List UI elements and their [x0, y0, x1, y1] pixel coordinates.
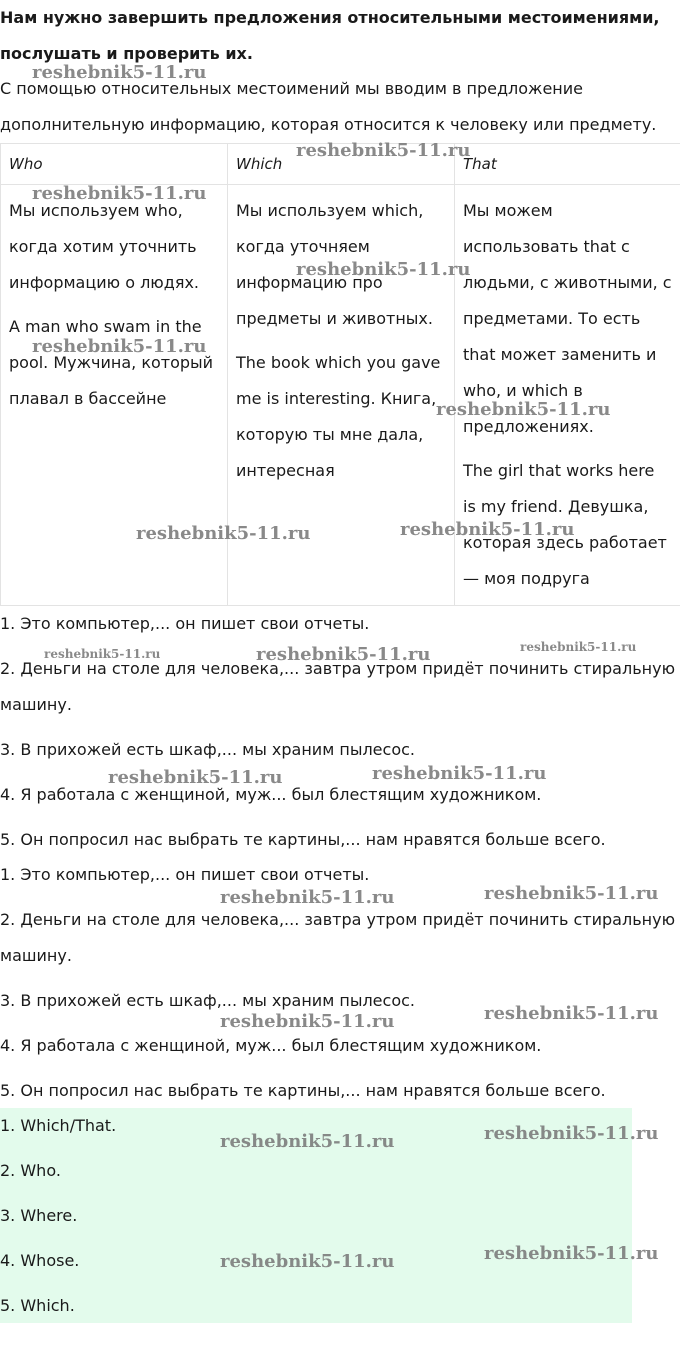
which-example: The book which you gave me is interesting. Книга, которую ты мне дала, интересная: [236, 353, 441, 480]
who-example: A man who swam in the pool. Мужчина, который плавал в бассейне: [9, 317, 214, 408]
answer-item: 2. Who.: [0, 1161, 61, 1180]
watermark: reshebnik5-11.ru: [220, 1131, 395, 1152]
watermark: reshebnik5-11.ru: [136, 523, 311, 544]
watermark: reshebnik5-11.ru: [256, 644, 431, 665]
that-rule: Мы можем использовать that с людьми, с животными, с предметами. То есть that может заменить и who, и which в предложениях.: [463, 201, 672, 436]
watermark: reshebnik5-11.ru: [484, 883, 659, 904]
watermark: reshebnik5-11.ru: [484, 1123, 659, 1144]
list-item: 3. В прихожей есть шкаф,... мы храним пылесос.: [0, 991, 415, 1010]
header-which: Which: [228, 144, 455, 185]
watermark: reshebnik5-11.ru: [484, 1243, 659, 1264]
answer-item: 1. Which/That.: [0, 1116, 117, 1135]
watermark: reshebnik5-11.ru: [220, 887, 395, 908]
watermark: reshebnik5-11.ru: [296, 140, 471, 161]
list-item: 4. Я работала с женщиной, муж... был блестящим художником.: [0, 1036, 542, 1055]
page-heading: Нам нужно завершить предложения относительными местоимениями, послушать и проверить их.: [0, 8, 660, 63]
watermark: reshebnik5-11.ru: [44, 647, 161, 661]
watermark: reshebnik5-11.ru: [520, 640, 637, 654]
list-item: 5. Он попросил нас выбрать те картины,... нам нравятся больше всего.: [0, 1081, 606, 1100]
watermark: reshebnik5-11.ru: [32, 336, 207, 357]
watermark: reshebnik5-11.ru: [108, 767, 283, 788]
cell-that: [455, 185, 680, 606]
watermark: reshebnik5-11.ru: [372, 763, 547, 784]
watermark: reshebnik5-11.ru: [220, 1011, 395, 1032]
watermark: reshebnik5-11.ru: [220, 1251, 395, 1272]
table-row: [1, 185, 680, 606]
answer-item: 5. Which.: [0, 1296, 75, 1315]
answer-item: 3. Where.: [0, 1206, 78, 1225]
who-rule: Мы используем who, когда хотим уточнить информацию о людях.: [9, 201, 200, 292]
header-who: Who: [1, 144, 228, 185]
header-that: That: [455, 144, 680, 185]
watermark: reshebnik5-11.ru: [32, 62, 207, 83]
list-item: 2. Деньги на столе для человека,... завтра утром придёт починить стиральную машину.: [0, 910, 676, 965]
which-rule: Мы используем which, когда уточняем информацию про предметы и животных.: [236, 201, 433, 328]
answer-item: 4. Whose.: [0, 1251, 80, 1270]
list-item: 1. Это компьютер,... он пишет свои отчеты.: [0, 614, 370, 633]
list-item: 2. Деньги на столе для человека,... завтра утром придёт починить стиральную машину.: [0, 659, 676, 714]
list-item: 1. Это компьютер,... он пишет свои отчеты.: [0, 865, 370, 884]
list-item: 5. Он попросил нас выбрать те картины,... нам нравятся больше всего.: [0, 830, 606, 849]
watermark: reshebnik5-11.ru: [400, 519, 575, 540]
watermark: reshebnik5-11.ru: [296, 259, 471, 280]
pronouns-table: [0, 143, 680, 606]
list-item: 3. В прихожей есть шкаф,... мы храним пылесос.: [0, 740, 415, 759]
that-example: The girl that works here is my friend. Девушка, которая здесь работает — моя подруга: [463, 461, 667, 588]
watermark: reshebnik5-11.ru: [484, 1003, 659, 1024]
watermark: reshebnik5-11.ru: [32, 183, 207, 204]
list-item: 4. Я работала с женщиной, муж... был блестящим художником.: [0, 785, 542, 804]
intro-text: С помощью относительных местоимений мы вводим в предложение дополнительную информацию, которая относится к человеку или предмету.: [0, 79, 657, 134]
watermark: reshebnik5-11.ru: [436, 399, 611, 420]
